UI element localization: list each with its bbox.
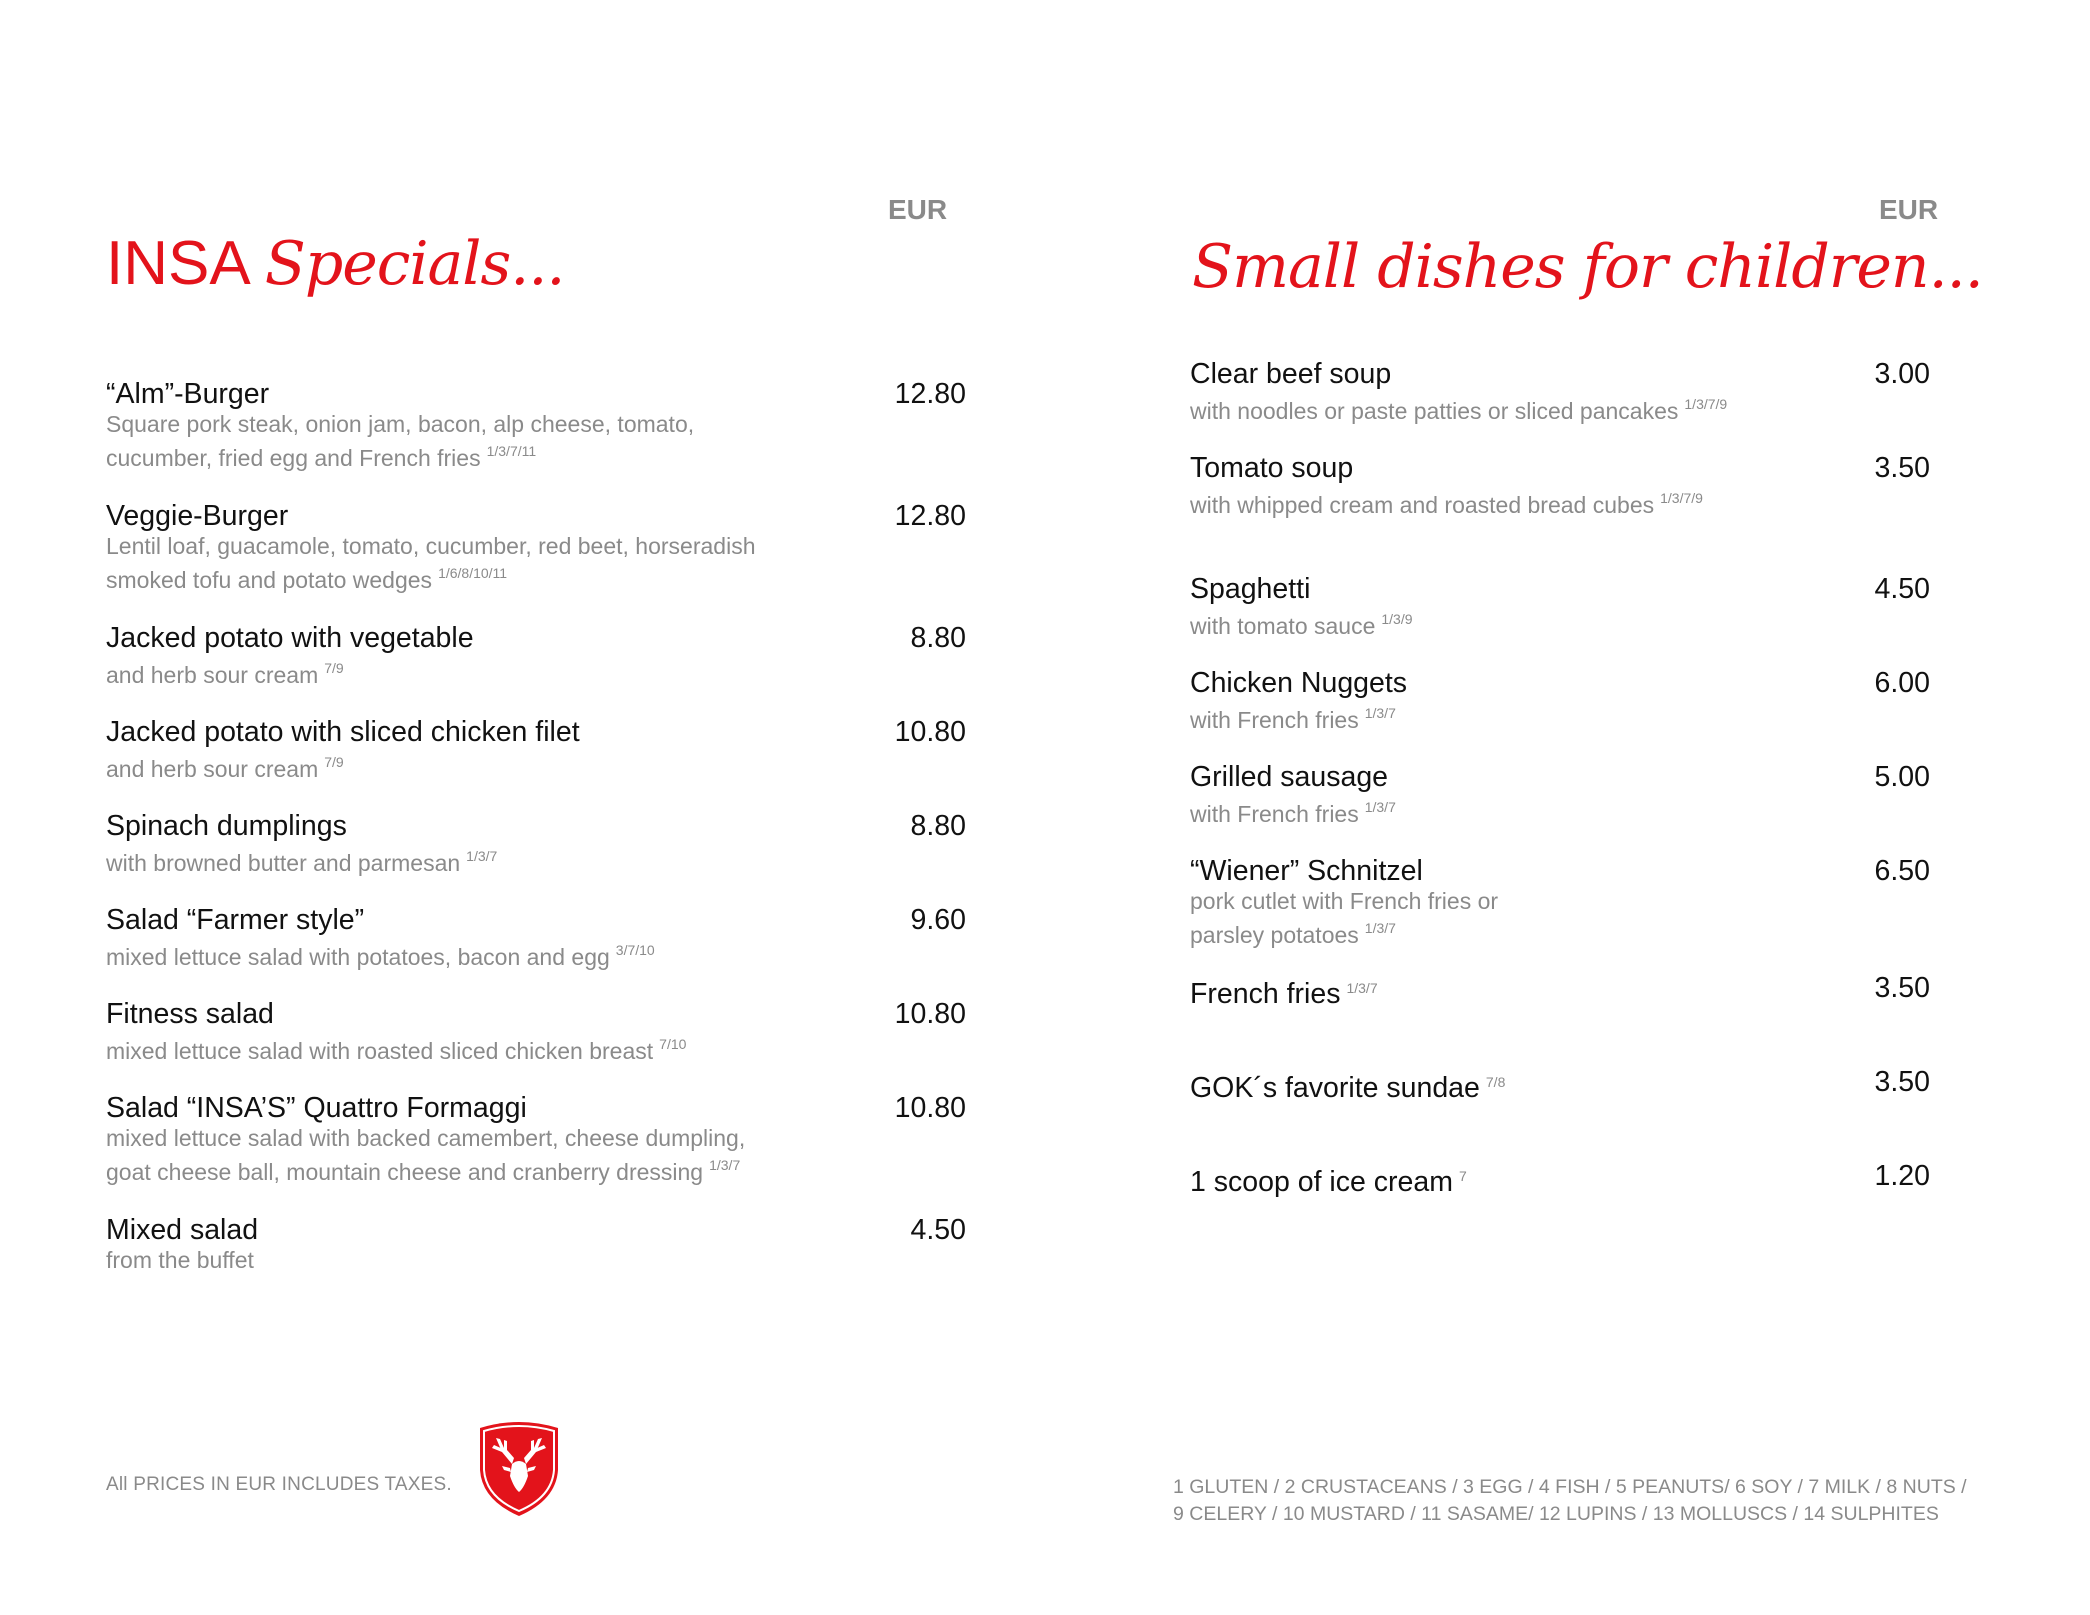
allergen-codes: 3/7/10: [615, 942, 655, 958]
allergen-legend-line: 9 CELERY / 10 MUSTARD / 11 SASAME/ 12 LUPINS / 13 MOLLUSCS / 14 SULPHITES: [1173, 1503, 1939, 1525]
item-name: [106, 1213, 966, 1247]
allergen-codes: 1/3/9: [1381, 611, 1413, 627]
item-description-text: with tomato sauce: [1190, 613, 1376, 639]
currency-label: EUR: [888, 194, 948, 225]
item-description-text: mixed lettuce salad with backed camembert, cheese dumpling,: [106, 1125, 746, 1151]
item-description: [1190, 888, 1930, 915]
menu-item: [106, 903, 966, 971]
item-name-text: “Alm”-Burger: [106, 378, 270, 410]
allergen-codes: 7/8: [1485, 1074, 1506, 1090]
item-description: [106, 843, 966, 877]
menu-item: [106, 997, 966, 1065]
item-description-text: pork cutlet with French fries or: [1190, 888, 1499, 914]
item-price: 10.80: [894, 716, 966, 748]
item-name-text: Spinach dumplings: [106, 810, 347, 842]
item-description: [106, 937, 966, 971]
item-price: 3.50: [1874, 452, 1930, 484]
item-name-text: Salad “Farmer style”: [106, 904, 365, 936]
allergen-codes: 1/3/7: [1346, 980, 1378, 996]
item-description: [106, 560, 966, 594]
item-name-text: Mixed salad: [106, 1214, 259, 1246]
item-name-text: Clear beef soup: [1190, 358, 1392, 390]
allergen-codes: 1/3/7/9: [1684, 396, 1728, 412]
allergen-codes: 1/6/8/10/11: [438, 565, 508, 581]
item-description-text: and herb sour cream: [106, 756, 319, 782]
item-description-text: smoked tofu and potato wedges: [106, 567, 433, 593]
item-price: 4.50: [910, 1214, 966, 1246]
item-description-text: mixed lettuce salad with roasted sliced chicken breast: [106, 1038, 654, 1064]
item-description: [106, 411, 966, 438]
item-price: 1.20: [1874, 1160, 1930, 1192]
children-title: Small dishes for children...: [1192, 232, 1983, 302]
item-name-text: 1 scoop of ice cream: [1190, 1166, 1453, 1198]
item-name-text: GOK´s favorite sundae: [1190, 1072, 1480, 1104]
item-name-text: Jacked potato with vegetable: [106, 622, 474, 654]
item-description-text: parsley potatoes: [1190, 922, 1359, 948]
item-price: 8.80: [910, 810, 966, 842]
menu-item: [1190, 1159, 1930, 1199]
item-price: 10.80: [894, 1092, 966, 1124]
item-name: [106, 903, 966, 937]
item-name-text: Grilled sausage: [1190, 761, 1389, 793]
item-name: [106, 997, 966, 1031]
item-description: [1190, 485, 1930, 519]
item-price: 9.60: [910, 904, 966, 936]
item-name: [106, 621, 966, 655]
item-description: [106, 655, 966, 689]
item-price: 12.80: [894, 500, 966, 532]
allergen-codes: 1/3/7/11: [486, 443, 537, 459]
item-description: [106, 438, 966, 472]
item-description-text: Lentil loaf, guacamole, tomato, cucumber, red beet, horseradish: [106, 533, 756, 559]
menu-item: [1190, 451, 1930, 519]
item-name-text: Fitness salad: [106, 998, 274, 1030]
item-name: [106, 1091, 966, 1125]
item-description: [106, 533, 966, 560]
item-description-text: from the buffet: [106, 1247, 254, 1273]
tax-note: All PRICES IN EUR INCLUDES TAXES.: [106, 1474, 452, 1495]
item-description-text: mixed lettuce salad with potatoes, bacon and egg: [106, 944, 610, 970]
item-description-text: and herb sour cream: [106, 662, 319, 688]
item-description-text: goat cheese ball, mountain cheese and cranberry dressing: [106, 1159, 704, 1185]
menu-item: [106, 377, 966, 472]
menu-item: [106, 1091, 966, 1186]
item-description-text: with whipped cream and roasted bread cubes: [1190, 492, 1655, 518]
item-price: 12.80: [894, 378, 966, 410]
allergen-legend: [1173, 1474, 1967, 1528]
item-name: [106, 715, 966, 749]
item-description-text: with noodles or paste patties or sliced pancakes: [1190, 398, 1679, 424]
menu-item: [1190, 666, 1930, 734]
item-description: [1190, 700, 1930, 734]
menu-item: [1190, 1065, 1930, 1105]
allergen-codes: 1/3/7: [1364, 920, 1396, 936]
allergen-codes: 1/3/7: [466, 848, 498, 864]
item-name: [106, 809, 966, 843]
menu-item: [1190, 760, 1930, 828]
item-name-text: Jacked potato with sliced chicken filet: [106, 716, 580, 748]
menu-item: [1190, 357, 1930, 425]
item-description-text: cucumber, fried egg and French fries: [106, 445, 481, 471]
item-description: [106, 1031, 966, 1065]
item-name-text: French fries: [1190, 978, 1341, 1010]
menu-item: [1190, 572, 1930, 640]
item-description: [106, 1152, 966, 1186]
item-description: [1190, 915, 1930, 949]
item-name: [106, 377, 966, 411]
item-price: 3.00: [1874, 358, 1930, 390]
menu-item: [106, 621, 966, 689]
menu-item: [106, 1213, 966, 1274]
item-price: 10.80: [894, 998, 966, 1030]
item-name-text: Spaghetti: [1190, 573, 1311, 605]
item-name-text: “Wiener” Schnitzel: [1190, 855, 1423, 887]
item-name-text: Tomato soup: [1190, 452, 1354, 484]
title-script: Specials...: [264, 229, 565, 299]
title-main: INSA: [106, 229, 251, 298]
item-name-text: Salad “INSA’S” Quattro Formaggi: [106, 1092, 527, 1124]
item-description: [106, 749, 966, 783]
item-name: [106, 499, 966, 533]
item-price: 8.80: [910, 622, 966, 654]
item-price: 3.50: [1874, 972, 1930, 1004]
item-description: [1190, 794, 1930, 828]
allergen-codes: 1/3/7/9: [1660, 490, 1703, 506]
allergen-codes: 7: [1458, 1168, 1467, 1184]
allergen-codes: 7/9: [324, 660, 344, 676]
allergen-codes: 7/9: [324, 754, 344, 770]
item-price: 3.50: [1874, 1066, 1930, 1098]
item-price: 5.00: [1874, 761, 1930, 793]
menu-item: [106, 715, 966, 783]
menu-item: [1190, 971, 1930, 1011]
item-description-text: Square pork steak, onion jam, bacon, alp cheese, tomato,: [106, 411, 695, 437]
specials-title: [106, 228, 565, 299]
item-description: [1190, 391, 1930, 425]
menu-item: [106, 809, 966, 877]
item-price: 6.50: [1874, 855, 1930, 887]
currency-label: EUR: [1879, 194, 1939, 225]
allergen-codes: 1/3/7: [1364, 799, 1396, 815]
item-name-text: Chicken Nuggets: [1190, 667, 1408, 699]
menu-item: [106, 499, 966, 594]
allergen-legend-line: 1 GLUTEN / 2 CRUSTACEANS / 3 EGG / 4 FISH / 5 PEANUTS/ 6 SOY / 7 MILK / 8 NUTS /: [1173, 1476, 1967, 1498]
stag-shield-icon: [474, 1418, 564, 1518]
allergen-codes: 1/3/7: [709, 1157, 741, 1173]
item-description-text: with browned butter and parmesan: [106, 850, 461, 876]
item-name-text: Veggie-Burger: [106, 500, 289, 532]
item-description-text: with French fries: [1190, 801, 1359, 827]
item-description: [1190, 606, 1930, 640]
item-description: [106, 1125, 966, 1152]
menu-item: [1190, 854, 1930, 949]
item-price: 6.00: [1874, 667, 1930, 699]
item-description-text: with French fries: [1190, 707, 1359, 733]
item-price: 4.50: [1874, 573, 1930, 605]
allergen-codes: 1/3/7: [1364, 705, 1396, 721]
allergen-codes: 7/10: [659, 1036, 687, 1052]
item-description: [106, 1247, 966, 1274]
